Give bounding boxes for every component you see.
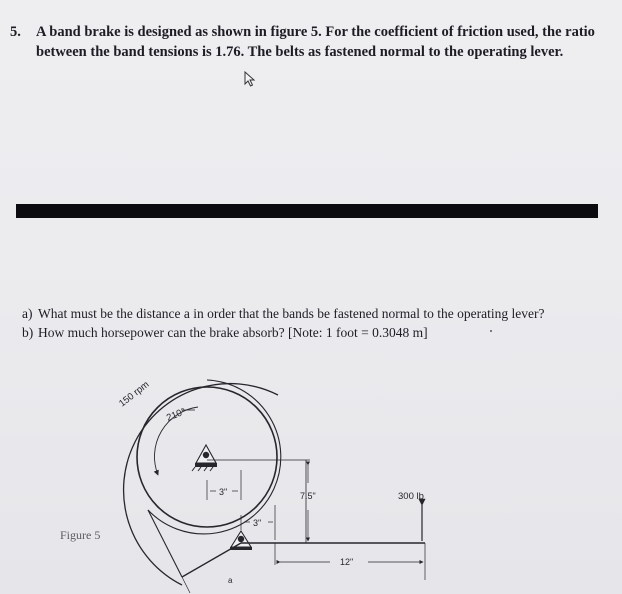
dim-7-5: 7.5": [300, 491, 316, 501]
drum-center-pivot: [192, 445, 217, 471]
part-label: a): [22, 306, 33, 321]
part-text: How much horsepower can the brake absorb? [Note: 1 foot = 0.3048 m]: [38, 325, 428, 340]
dim-3-lower: 3": [253, 518, 262, 528]
speck: [490, 330, 492, 332]
question-number: 5.: [10, 24, 21, 40]
question-parts: [22, 305, 602, 343]
band-brake-figure: [110, 365, 450, 594]
part-label: b): [22, 325, 34, 340]
force-label: 300 lb: [398, 491, 424, 502]
figure-caption: Figure 5: [60, 528, 101, 542]
dim-12: 12": [340, 557, 354, 567]
part-b: [22, 324, 602, 341]
redaction-bar: [16, 204, 598, 218]
mouse-pointer-icon: [243, 71, 257, 87]
part-a: [22, 305, 602, 322]
angle-label: 210°: [165, 406, 188, 424]
part-text: What must be the distance a in order that the bands be fastened normal to the operating lever?: [38, 306, 545, 321]
dim-3-upper: 3": [219, 487, 228, 497]
question-heading: [10, 22, 600, 62]
brake-band: [124, 384, 278, 585]
speed-label: 150 rpm: [117, 379, 152, 410]
lever-left-arm: [182, 543, 241, 577]
question-text: A band brake is designed as shown in figure 5. For the coefficient of friction used, the ratio between the band tensions is 1.76. The belts as fastened normal to the operating lever.: [36, 24, 595, 60]
dim-a: a: [228, 576, 233, 585]
